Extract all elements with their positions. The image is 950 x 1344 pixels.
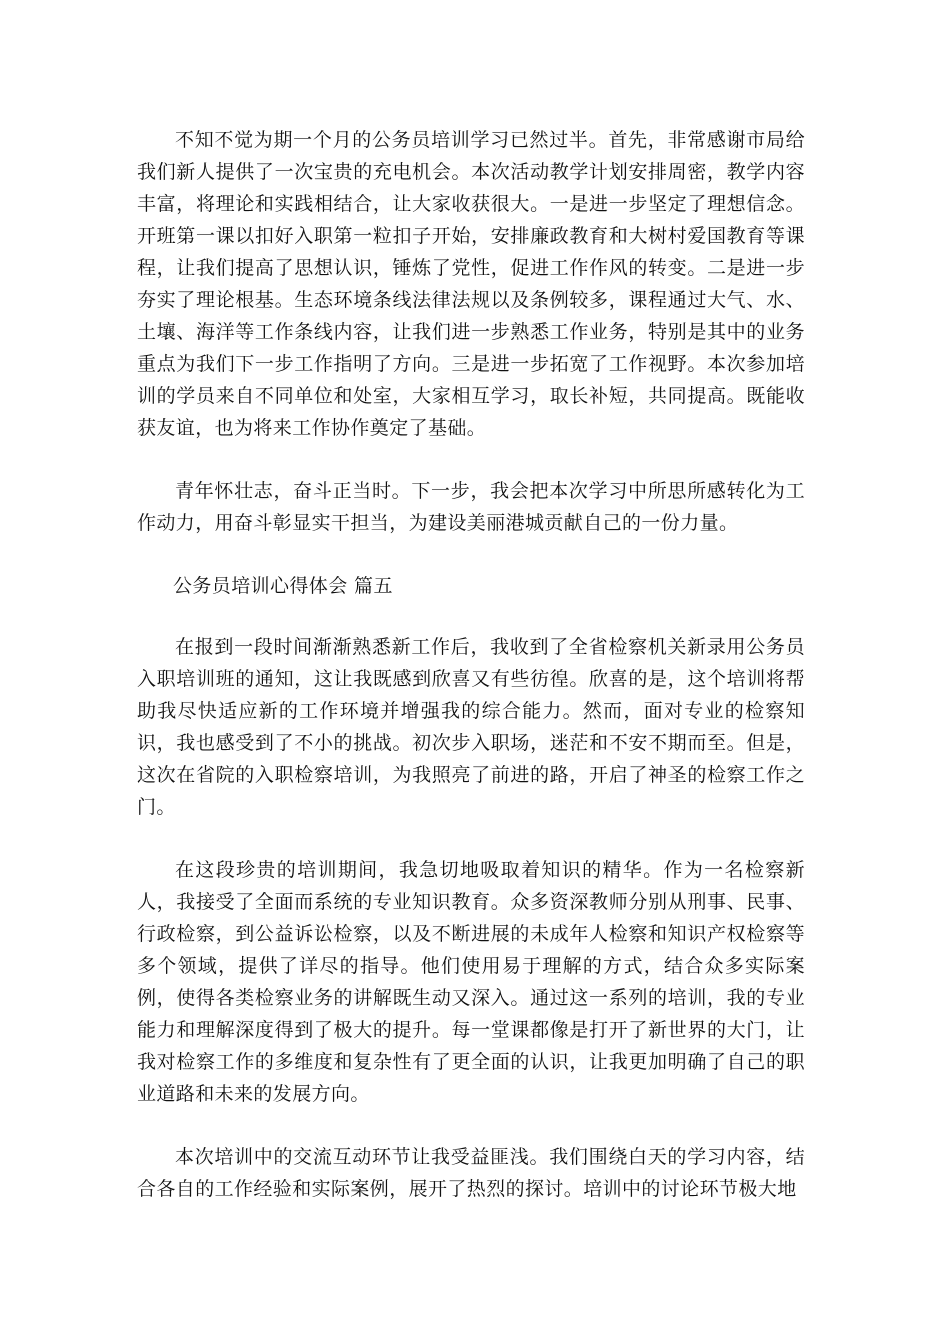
paragraph-interaction: 本次培训中的交流互动环节让我受益匪浅。我们围绕白天的学习内容，结合各自的工作经验和实际案例，展开了热烈的探讨。培训中的讨论环节极大地 [137, 1146, 805, 1200]
section-heading: 公务员培训心得体会 篇五 [173, 575, 393, 597]
paragraph-training-summary: 不知不觉为期一个月的公务员培训学习已然过半。首先，非常感谢市局给我们新人提供了一次宝贵的充电机会。本次活动教学计划安排周密，教学内容丰富，将理论和实践相结合，让大家收获很大。一是进一步坚定了理想信念。开班第一课以扣好入职第一粒扣子开始，安排廉政教育和大树村爱国教育等课程，让我们提高了思想认识，锤炼了党性，促进工作作风的转变。二是进一步夯实了理论根基。生态环境条线法律法规以及条例较多，课程通过大气、水、土壤、海洋等工作条线内容，让我们进一步熟悉工作业务，特别是其中的业务重点为我们下一步工作指明了方向。三是进一步拓宽了工作视野。本次参加培训的学员来自不同单位和处室，大家相互学习，取长补短，共同提高。既能收获友谊，也为将来工作协作奠定了基础。 [137, 129, 805, 439]
document-page [137, 124, 805, 1236]
paragraph-onboarding-notice: 在报到一段时间渐渐熟悉新工作后，我收到了全省检察机关新录用公务员入职培训班的通知，这让我既感到欣喜又有些彷徨。欣喜的是，这个培训将帮助我尽快适应新的工作环境并增强我的综合能力。然而，面对专业的检察知识，我也感受到了不小的挑战。初次步入职场，迷茫和不安不期而至。但是，这次在省院的入职检察培训，为我照亮了前进的路，开启了神圣的检察工作之门。 [137, 636, 805, 818]
paragraph-professional-learning: 在这段珍贵的培训期间，我急切地吸取着知识的精华。作为一名检察新人，我接受了全面而系统的专业知识教育。众多资深教师分别从刑事、民事、行政检察，到公益诉讼检察，以及不断进展的未成年人检察和知识产权检察等多个领域，提供了详尽的指导。他们使用易于理解的方式，结合众多实际案例，使得各类检察业务的讲解既生动又深入。通过这一系列的培训，我的专业能力和理解深度得到了极大的提升。每一堂课都像是打开了新世界的大门，让我对检察工作的多维度和复杂性有了更全面的认识，让我更加明确了自己的职业道路和未来的发展方向。 [137, 859, 805, 1105]
paragraph-youth-aspiration: 青年怀壮志，奋斗正当时。下一步，我会把本次学习中所思所感转化为工作动力，用奋斗彰显实干担当，为建设美丽港城贡献自己的一份力量。 [137, 480, 805, 534]
